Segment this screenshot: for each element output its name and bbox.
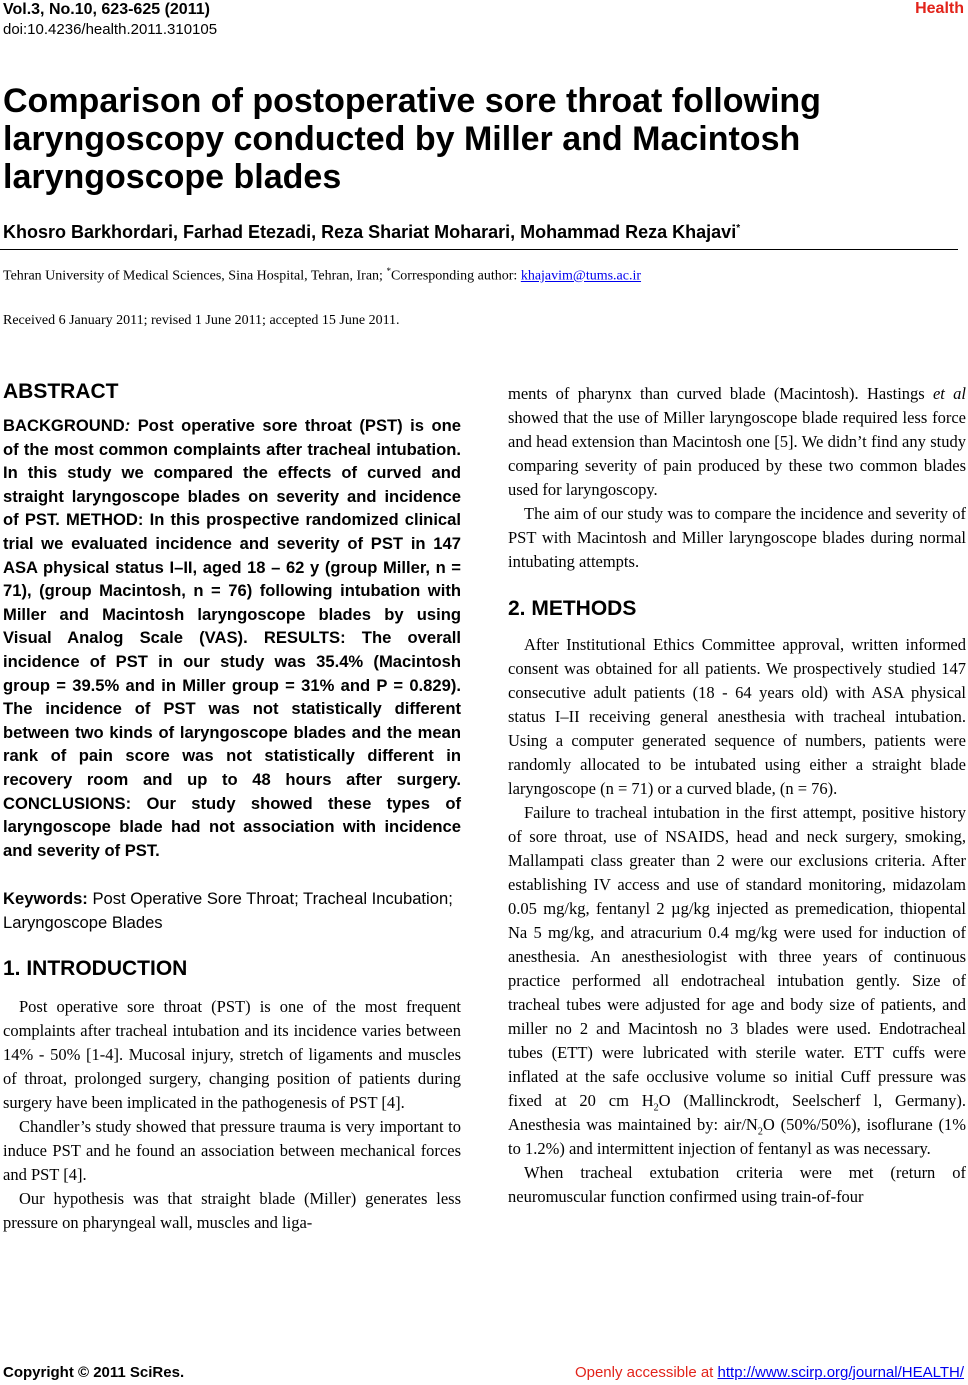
intro-paragraph-3: Our hypothesis was that straight blade (Miller) generates less pressure on pharyngeal wall, muscles and liga- xyxy=(3,1189,461,1233)
received-dates: Received 6 January 2011; revised 1 June 2011; accepted 15 June 2011. xyxy=(3,313,400,328)
title-divider xyxy=(0,249,958,250)
volume-info: Vol.3, No.10, 623-625 (2011) xyxy=(3,1,210,18)
copyright: Copyright © 2011 SciRes. xyxy=(3,1364,185,1381)
methods-paragraph-3: When tracheal extubation criteria were met (return of neuromuscular function confirmed using train-of-four xyxy=(508,1163,966,1206)
methods-p2-part-c: O (50%/50%), isoflurane (1% to 1.2%) and intermittent injection of fentanyl as was necessary. xyxy=(508,1115,966,1158)
methods-p2-part-b: O (Mallinckrodt, Seelscherf l, Germany). Anesthesia was maintained by: air/N xyxy=(508,1091,967,1134)
corresponding-mark: * xyxy=(386,266,391,276)
affiliation xyxy=(3,266,641,285)
journal-url-link[interactable]: http://www.scirp.org/journal/HEALTH/ xyxy=(717,1364,964,1381)
subscript-2b: 2 xyxy=(757,1126,763,1138)
methods-p2-part-a: Failure to tracheal intubation in the first attempt, positive history of sore throat, use of NSAIDS, head and neck surgery, smoking, Mallampati class greater than 2 were our exclusions criteria. After establishing IV access and use of standard monitoring, midazolam 0.05 mg/kg, fentanyl 2 µg/kg injected as premedication, thiopental Na 5 mg/kg, and atracurium 0.4 mg/kg were used for induction of anesthesia. An anesthesiologist with three years of continuous practice performed all endotracheal intubation gently. Size of tracheal tubes were adjusted for age and body size of patients, and miller no 2 and Macintosh no 3 blades were used. Endotracheal tubes (ETT) were lubricated with sterile water. ETT cuffs were inflated at the safe occlusive volume so initial Cuff pressure was fixed at 20 cm H xyxy=(508,803,966,1110)
right-column xyxy=(508,382,966,1209)
intro-paragraph-1: Post operative sore throat (PST) is one of the most frequent complaints after tracheal intubation and its incidence varies between 14% - 50% [1-4]. Mucosal injury, stretch of ligaments and muscles of throat, prolonged surgery, changing position of patients during surgery have been implicated in the pathogenesis of PST [4]. xyxy=(3,997,461,1113)
abstract-body: Post operative sore throat (PST) is one of the most common complaints after tracheal intubation. In this study we compared the effects of curved and straight laryngoscope blades on severity and incidence of PST. METHOD: In this prospective randomized clinical trial we evaluated incidence and severity of PST in 147 ASA physical status I–II, aged 18 – 62 y (group Miller, n = 71), (group Macintosh, n = 76) following intubation with Miller and Macintosh laryngoscope blades by using Visual Analog Scale (VAS). RESULTS: The overall incidence of PST in our study was 35.4% (Macintosh group = 39.5% and in Miller group = 31% and P = 0.829). The incidence of PST was not statistically different between two kinds of laryngoscope blades and the mean rank of pain score was not statistically different in recovery room and up to 48 hours after surgery. CONCLUSIONS: Our study showed these types of laryngoscope blade had not association with incidence and severity of PST. xyxy=(3,416,461,860)
abstract-heading: ABSTRACT xyxy=(3,380,119,403)
methods-paragraph-2 xyxy=(508,801,966,1161)
methods-paragraph-1: After Institutional Ethics Committee approval, written informed consent was obtained for all patients. We prospectively studied 147 consecutive adult patients (18 - 64 years old) with ASA physical status I–II receiving general anesthesia with tracheal intubation. Using a computer generated sequence of numbers, patients were randomly allocated to be intubated using either a straight blade laryngoscope (n = 71) or a curved blade, (n = 76). xyxy=(508,635,966,798)
keywords xyxy=(3,887,461,935)
et-al: et al xyxy=(932,384,967,403)
keywords-text: Post Operative Sore Throat; Tracheal Incubation; Laryngoscope Blades xyxy=(3,889,453,933)
author-names: Khosro Barkhordari, Farhad Etezadi, Reza Shariat Moharari, Mohammad Reza Khajavi xyxy=(3,222,737,242)
left-column xyxy=(3,378,461,1235)
email-link[interactable]: khajavim@tums.ac.ir xyxy=(520,268,642,284)
introduction-heading: 1. INTRODUCTION xyxy=(3,957,188,981)
intro-cont-part-b: showed that the use of Miller laryngoscope blade required less force and head extension than Macintosh one [5]. We didn’t find any study comparing severity of pain produced by these two common blades used for laryngoscopy. xyxy=(508,408,966,499)
intro-paragraph-2: Chandler’s study showed that pressure trauma is very important to induce PST and he found an association between mechanical forces and PST [4]. xyxy=(3,1117,461,1185)
intro-continued-paragraph xyxy=(508,382,966,502)
corresponding-label: Corresponding author: xyxy=(390,268,521,284)
subscript-2: 2 xyxy=(653,1102,659,1114)
intro-cont-part-a: ments of pharynx than curved blade (Macintosh). Hastings xyxy=(508,384,933,403)
abstract-lead: BACKGROUND xyxy=(3,416,125,435)
keywords-label: Keywords: xyxy=(3,889,88,909)
affiliation-text: Tehran University of Medical Sciences, Sina Hospital, Tehran, Iran; xyxy=(3,268,387,284)
journal-header xyxy=(3,0,217,40)
author-list xyxy=(3,222,740,243)
doi-text: doi:10.4236/health.2011.310105 xyxy=(3,21,218,38)
author-mark: * xyxy=(736,223,741,234)
aim-paragraph: The aim of our study was to compare the incidence and severity of PST with Macintosh and Miller laryngoscope blades during normal intubating attempts. xyxy=(508,504,966,571)
abstract-lead-colon: : xyxy=(124,416,131,435)
journal-name: Health xyxy=(915,0,964,17)
open-access-notice xyxy=(575,1364,964,1381)
article-title: Comparison of postoperative sore throat following laryngoscopy conducted by Miller and Macintosh laryngoscope blades xyxy=(3,82,821,196)
abstract-text xyxy=(3,414,461,862)
methods-heading: 2. METHODS xyxy=(508,597,637,620)
access-label: Openly accessible at xyxy=(574,1364,718,1381)
